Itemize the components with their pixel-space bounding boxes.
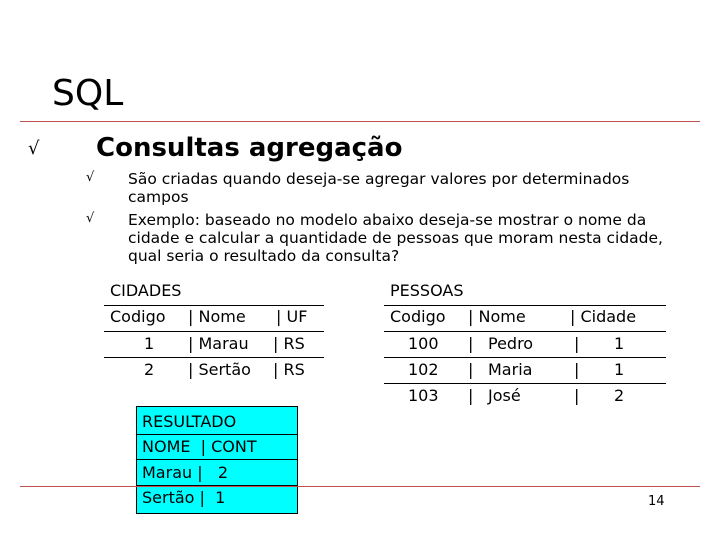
table-cell: | RS bbox=[273, 334, 305, 353]
table-header-cell: | Nome bbox=[468, 307, 526, 326]
table-cell: | Marau bbox=[188, 334, 249, 353]
title-divider bbox=[20, 121, 700, 122]
table-header-cell: | Nome bbox=[188, 307, 246, 326]
check-bullet-icon: √ bbox=[86, 211, 95, 226]
table-header-cell: | UF bbox=[276, 307, 308, 326]
table-cell: 100 bbox=[408, 334, 439, 353]
table-header-cell: NOME | CONT bbox=[142, 437, 257, 456]
table-cell: | Sertão bbox=[188, 360, 251, 379]
table-cell: Maria bbox=[488, 360, 533, 379]
table-title: CIDADES bbox=[110, 281, 182, 300]
table-title: PESSOAS bbox=[390, 281, 464, 300]
table-cell: 2 bbox=[614, 386, 625, 405]
table-cell: Pedro bbox=[488, 334, 534, 353]
table-cell: | bbox=[574, 360, 580, 379]
table-title: RESULTADO bbox=[142, 412, 237, 431]
cidades-table bbox=[104, 278, 324, 386]
section-heading: Consultas agregação bbox=[96, 133, 403, 163]
table-header-cell: Codigo bbox=[390, 307, 446, 326]
footer-divider bbox=[20, 486, 700, 487]
bullet-text: São criadas quando deseja-se agregar valores por determinados campos bbox=[128, 170, 630, 206]
table-cell: | bbox=[468, 334, 474, 353]
table-cell: | bbox=[574, 334, 580, 353]
table-cell: 1 bbox=[614, 334, 625, 353]
table-header-cell: | Cidade bbox=[570, 307, 637, 326]
table-cell: José bbox=[488, 386, 521, 405]
table-cell: | bbox=[468, 386, 474, 405]
table-cell: 1 bbox=[614, 360, 625, 379]
slide-title: SQL bbox=[52, 73, 124, 114]
pessoas-table bbox=[384, 278, 666, 410]
table-cell: 103 bbox=[408, 386, 439, 405]
table-cell: 2 bbox=[144, 360, 155, 379]
table-cell: | bbox=[574, 386, 580, 405]
check-bullet-icon: √ bbox=[28, 138, 40, 159]
table-cell: Sertão | 1 bbox=[142, 488, 226, 507]
table-cell: | RS bbox=[273, 360, 305, 379]
table-cell: 102 bbox=[408, 360, 439, 379]
check-bullet-icon: √ bbox=[86, 170, 95, 185]
page-number: 14 bbox=[648, 494, 665, 509]
table-cell: 1 bbox=[144, 334, 155, 353]
resultado-table bbox=[136, 406, 298, 514]
bullet-text: Exemplo: baseado no modelo abaixo deseja-se mostrar o nome da cidade e calcular a quantidade de pessoas que moram nesta cidade, qual seria o resultado da consulta? bbox=[128, 211, 663, 265]
table-header-cell: Codigo bbox=[110, 307, 166, 326]
table-cell: | bbox=[468, 360, 474, 379]
table-cell: Marau | 2 bbox=[142, 463, 229, 482]
